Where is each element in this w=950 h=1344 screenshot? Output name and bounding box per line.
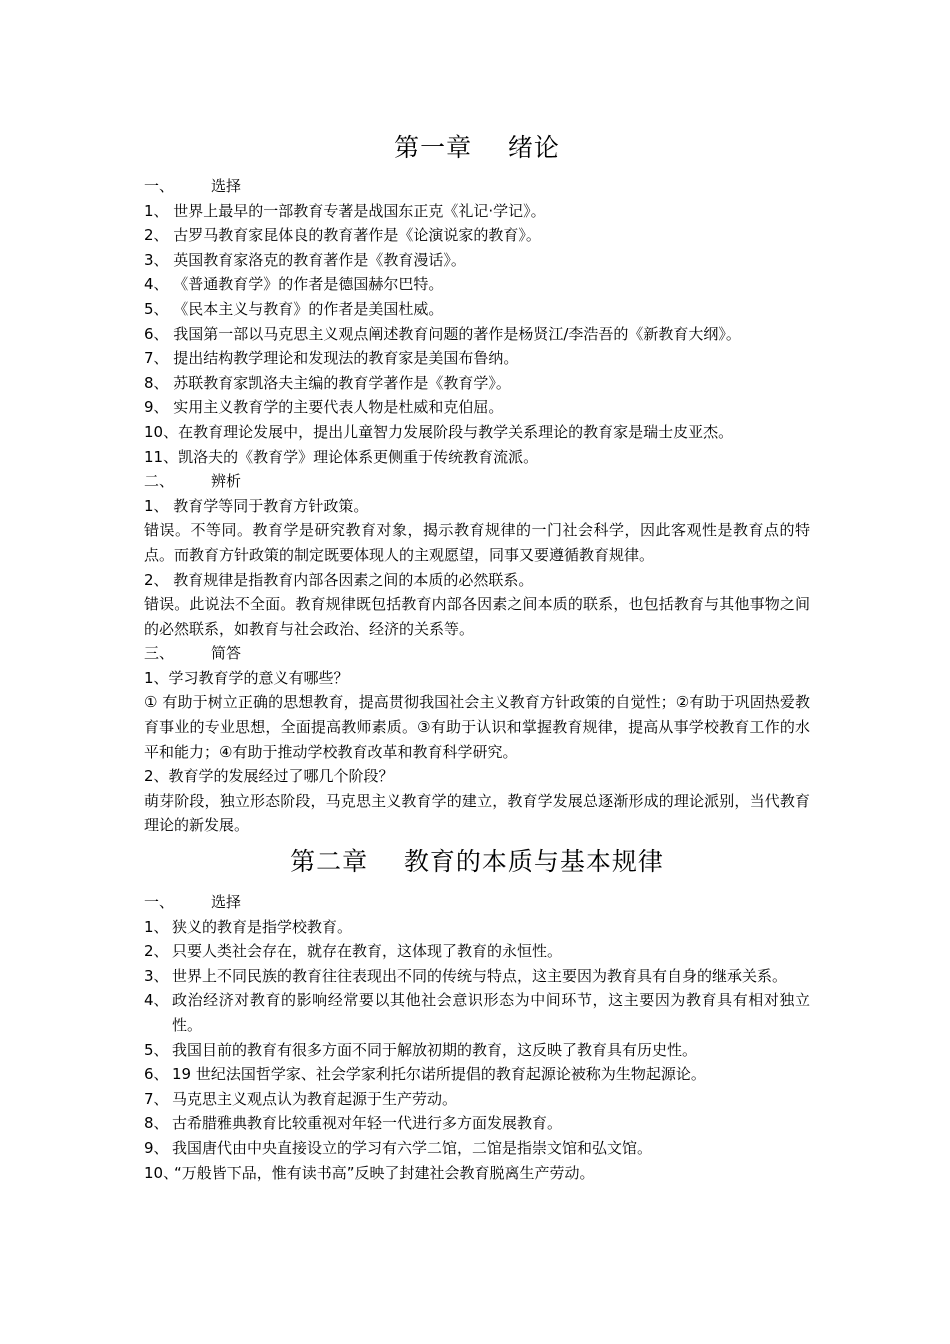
chapter-1-title: 第一章 绪论	[394, 133, 560, 162]
section-number: 一、	[144, 177, 175, 195]
section-label: 选择	[211, 177, 242, 195]
ch2-choice-item	[144, 1111, 810, 1136]
ch1-section-analysis-heading	[144, 469, 810, 494]
item-number: 10、	[144, 1163, 179, 1182]
analysis-answer: 错误。此说法不全面。教育规律既包括教育内部各因素之间本质的联系，也包括教育与其他事物之间的必然联系，如教育与社会政治、经济的关系等。	[144, 595, 810, 638]
item-number: 1、	[144, 917, 169, 936]
ch1-section-choice-heading	[144, 174, 810, 199]
section-number: 二、	[144, 472, 175, 491]
short-answer-answer: 萌芽阶段，独立形态阶段，马克思主义教育学的建立，教育学发展总逐渐形成的理论派别，当代教育理论的新发展。	[144, 791, 810, 835]
section-label: 简答	[211, 644, 242, 663]
analysis-answer: 错误。不等同。教育学是研究教育对象，揭示教育规律的一门社会科学，因此客观性是教育点的特点。而教育方针政策的制定既要体现人的主观愿望，同事又要遵循教育规律。	[144, 521, 810, 564]
short-answer-answer: ① 有助于树立正确的思想教育，提高贯彻我国社会主义教育方针政策的自觉性；②有助于巩固热爱教育事业的专业思想，全面提高教师素质。③有助于认识和掌握教育规律，提高从事学校教育工作的水平和能力；④有助于推动学校教育改革和教育科学研究。	[144, 693, 810, 761]
analysis-question: 2、 教育规律是指教育内部各因素之间的本质的必然联系。	[144, 570, 534, 589]
ch1-choice-item: 11、凯洛夫的《教育学》理论体系更侧重于传统教育流派。	[144, 447, 539, 466]
short-answer-question: 1、学习教育学的意义有哪些？	[144, 668, 349, 687]
ch1-choice-item: 5、 《民本主义与教育》的作者是美国杜威。	[144, 299, 444, 318]
item-number: 5、	[144, 1040, 169, 1059]
item-number: 3、	[144, 966, 169, 985]
ch1-choice-item: 4、 《普通教育学》的作者是德国赫尔巴特。	[144, 275, 444, 294]
section-label: 选择	[211, 893, 242, 912]
item-text: 19 世纪法国哲学家、社会学家利托尔诺所提倡的教育起源论被称为生物起源论。	[172, 1065, 706, 1084]
ch1-choice-item: 10、在教育理论发展中，提出儿童智力发展阶段与教学关系理论的教育家是瑞士皮亚杰。	[144, 422, 734, 441]
short-answer-question: 2、教育学的发展经过了哪几个阶段？	[144, 767, 394, 786]
ch2-choice-item	[144, 915, 810, 940]
ch1-section-short-answer-heading	[144, 641, 810, 666]
item-number: 4、	[144, 991, 169, 1010]
section-label: 辨析	[211, 472, 242, 491]
item-text: 我国唐代由中央直接设立的学习有六学二馆，二馆是指崇文馆和弘文馆。	[172, 1138, 653, 1157]
item-text: 我国目前的教育有很多方面不同于解放初期的教育，这反映了教育具有历史性。	[172, 1040, 698, 1059]
document-page	[144, 128, 810, 1185]
ch1-choice-item: 7、 提出结构教学理论和发现法的教育家是美国布鲁纳。	[144, 349, 519, 368]
item-number: 7、	[144, 1089, 169, 1108]
item-number: 9、	[144, 1138, 169, 1157]
item-text: 世界上不同民族的教育往往表现出不同的传统与特点，这主要因为教育具有自身的继承关系。	[172, 966, 788, 985]
ch1-choice-item: 9、 实用主义教育学的主要代表人物是杜威和克伯屈。	[144, 398, 504, 417]
item-text: 马克思主义观点认为教育起源于生产劳动。	[172, 1089, 458, 1108]
ch1-choice-item: 8、 苏联教育家凯洛夫主编的教育学著作是《教育学》。	[144, 373, 511, 392]
ch2-choice-item	[144, 1136, 810, 1161]
chapter-2-title: 第二章 教育的本质与基本规律	[290, 847, 664, 877]
ch1-choice-item: 2、 古罗马教育家昆体良的教育著作是《论演说家的教育》。	[144, 226, 541, 245]
item-text: 只要人类社会存在，就存在教育，这体现了教育的永恒性。	[172, 942, 563, 961]
ch2-choice-item	[144, 1038, 810, 1063]
section-number: 一、	[144, 893, 175, 912]
item-number: 6、	[144, 1065, 169, 1084]
ch2-section-choice-heading	[144, 890, 810, 915]
item-text: 政治经济对教育的影响经常要以其他社会意识形态为中间环节，这主要因为教育具有相对独立性。	[172, 991, 810, 1034]
analysis-question: 1、 教育学等同于教育方针政策。	[144, 496, 369, 515]
ch1-choice-item: 3、 英国教育家洛克的教育著作是《教育漫话》。	[144, 250, 466, 269]
item-number: 2、	[144, 942, 169, 961]
ch2-choice-item	[144, 939, 810, 964]
section-number: 三、	[144, 644, 175, 663]
item-text: 古希腊雅典教育比较重视对年轻一代进行多方面发展教育。	[172, 1114, 563, 1133]
ch2-choice-item	[144, 988, 810, 1037]
ch2-choice-item	[144, 1087, 810, 1112]
item-text: “万般皆下品，惟有读书高”反映了封建社会教育脱离生产劳动。	[174, 1163, 595, 1182]
ch1-choice-item: 1、 世界上最早的一部教育专著是战国东正克《礼记·学记》。	[144, 201, 546, 220]
item-number: 8、	[144, 1114, 169, 1133]
item-text: 狭义的教育是指学校教育。	[172, 917, 353, 936]
ch2-choice-item	[144, 964, 810, 989]
ch1-choice-item: 6、 我国第一部以马克思主义观点阐述教育问题的著作是杨贤江/李浩吾的《新教育大纲》。	[144, 324, 741, 343]
ch2-choice-item	[144, 1161, 810, 1186]
ch2-choice-item	[144, 1062, 810, 1087]
